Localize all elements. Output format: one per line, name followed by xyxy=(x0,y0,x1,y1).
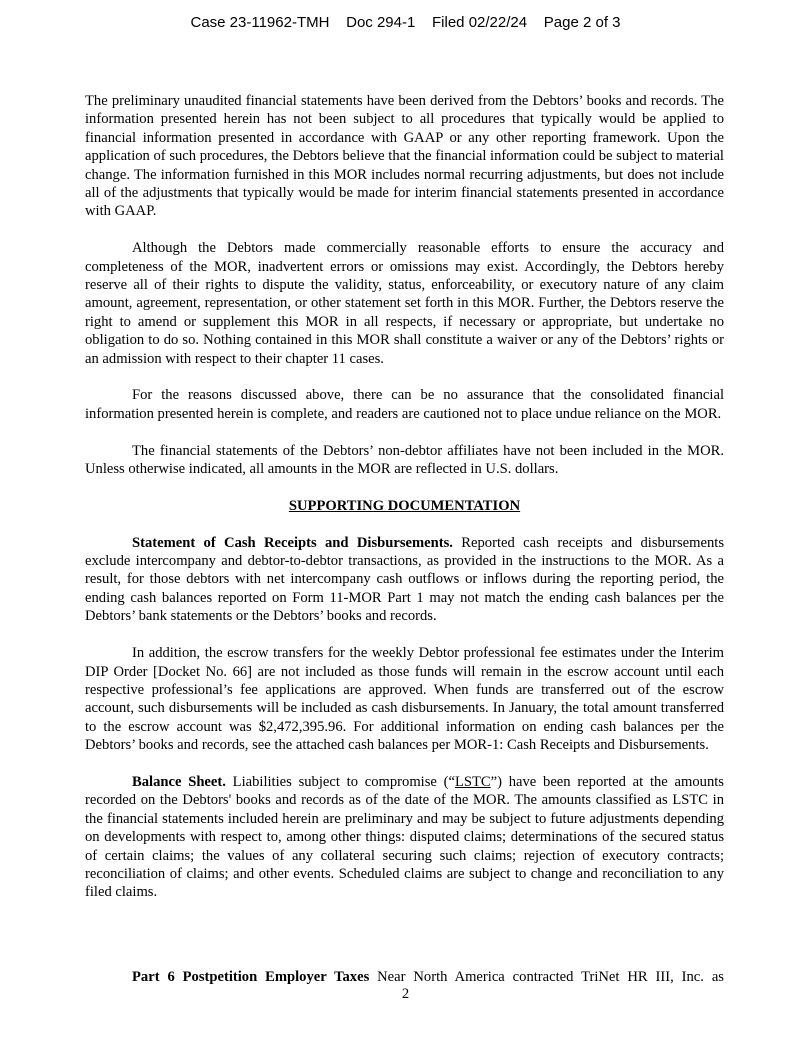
balance-sheet-text-before: Liabilities subject to compromise (“ xyxy=(225,773,455,790)
paragraph-preliminary-statements: The preliminary unaudited financial statements have been derived from the Debtors’ books and records. The information presented herein has not been subject to all procedures that typically would be applied to financial information presented in accordance with GAAP or any other reporting framework. Upon the application of such procedures, the Debtors believe that the financial information could be subject to material change. The information furnished in this MOR includes normal recurring adjustments, but does not include all of the adjustments that typically would be made for interim financial statements presented in accordance with GAAP. xyxy=(85,93,724,220)
document-body xyxy=(85,92,724,920)
cash-receipts-title: Statement of Cash Receipts and Disbursements. xyxy=(132,534,453,551)
doc-number: Doc 294-1 xyxy=(346,14,416,31)
paragraph-reservation-of-rights: Although the Debtors made commercially reasonable efforts to ensure the accuracy and completeness of the MOR, inadvertent errors or omissions may exist. Accordingly, the Debtors hereby reserve all of their rights to dispute the validity, status, enforceability, or executory nature of any claim amount, agreement, representation, or other statement set forth in this MOR. Further, the Debtors reserve the right to amend or supplement this MOR in all respects, if necessary or appropriate, but undertake no obligation to do so. Nothing contained in this MOR shall constitute a waiver or any of the Debtors’ rights or an admission with respect to their chapter 11 cases. xyxy=(85,240,724,367)
paragraph-escrow-transfers: In addition, the escrow transfers for the weekly Debtor professional fee estimates under the Interim DIP Order [Docket No. 66] are not included as those funds will remain in the escrow account until each respective professional’s fee applications are approved. When funds are transferred out of the escrow account, such disbursements will be included as cash disbursements. In January, the total amount transferred to the escrow account was $2,472,395.96. For additional information on ending cash balances per the Debtors’ books and records, see the attached cash balances per MOR-1: Cash Receipts and Disbursements. xyxy=(85,645,724,754)
paragraph-balance-sheet xyxy=(85,773,724,902)
paragraph-non-debtor-affiliates: The financial statements of the Debtors’ non-debtor affiliates have not been included in the MOR. Unless otherwise indicated, all amounts in the MOR are reflected in U.S. dollars. xyxy=(85,442,724,478)
balance-sheet-title: Balance Sheet. xyxy=(132,773,226,790)
page-count: Page 2 of 3 xyxy=(543,14,621,31)
lstc-abbreviation: LSTC xyxy=(454,773,491,790)
page-number: 2 xyxy=(401,986,410,1002)
paragraph-cash-receipts xyxy=(85,534,724,626)
balance-sheet-text-after: ”) have been reported at the amounts recorded on the Debtors' books and records as of the date of the MOR. The amounts classified as LSTC in the financial statements included herein are preliminary and may be subject to future adjustments depending on developments with respect to, among other things: disputed claims; determinations of the secured status of certain claims; the values of any collateral securing such claims; rejection of executory contracts; reconciliation of claims; and other events. Scheduled claims are subject to change and reconciliation to any filed claims. xyxy=(85,773,724,901)
case-number: Case 23-11962-TMH xyxy=(190,14,330,31)
court-filing-header xyxy=(0,14,811,31)
supporting-documentation-heading: SUPPORTING DOCUMENTATION xyxy=(288,497,521,514)
cash-receipts-text: Reported cash receipts and disbursements exclude intercompany and debtor-to-debtor transactions, as provided in the instructions to the MOR. As a result, for those debtors with net intercompany cash outflows or inflows during the reporting period, the ending cash balances reported on Form 11-MOR Part 1 may not match the ending cash balances per the Debtors’ bank statements or the Debtors’ books and records. xyxy=(85,534,724,625)
paragraph-no-assurance: For the reasons discussed above, there can be no assurance that the consolidated financial information presented herein is complete, and readers are cautioned not to place undue reliance on the MOR. xyxy=(85,387,724,422)
part6-text: Near North America contracted TriNet HR III, Inc. as xyxy=(369,969,724,985)
paragraph-part6-employer-taxes xyxy=(85,968,724,986)
filed-date: Filed 02/22/24 xyxy=(432,14,528,31)
part6-title: Part 6 Postpetition Employer Taxes xyxy=(132,969,370,985)
